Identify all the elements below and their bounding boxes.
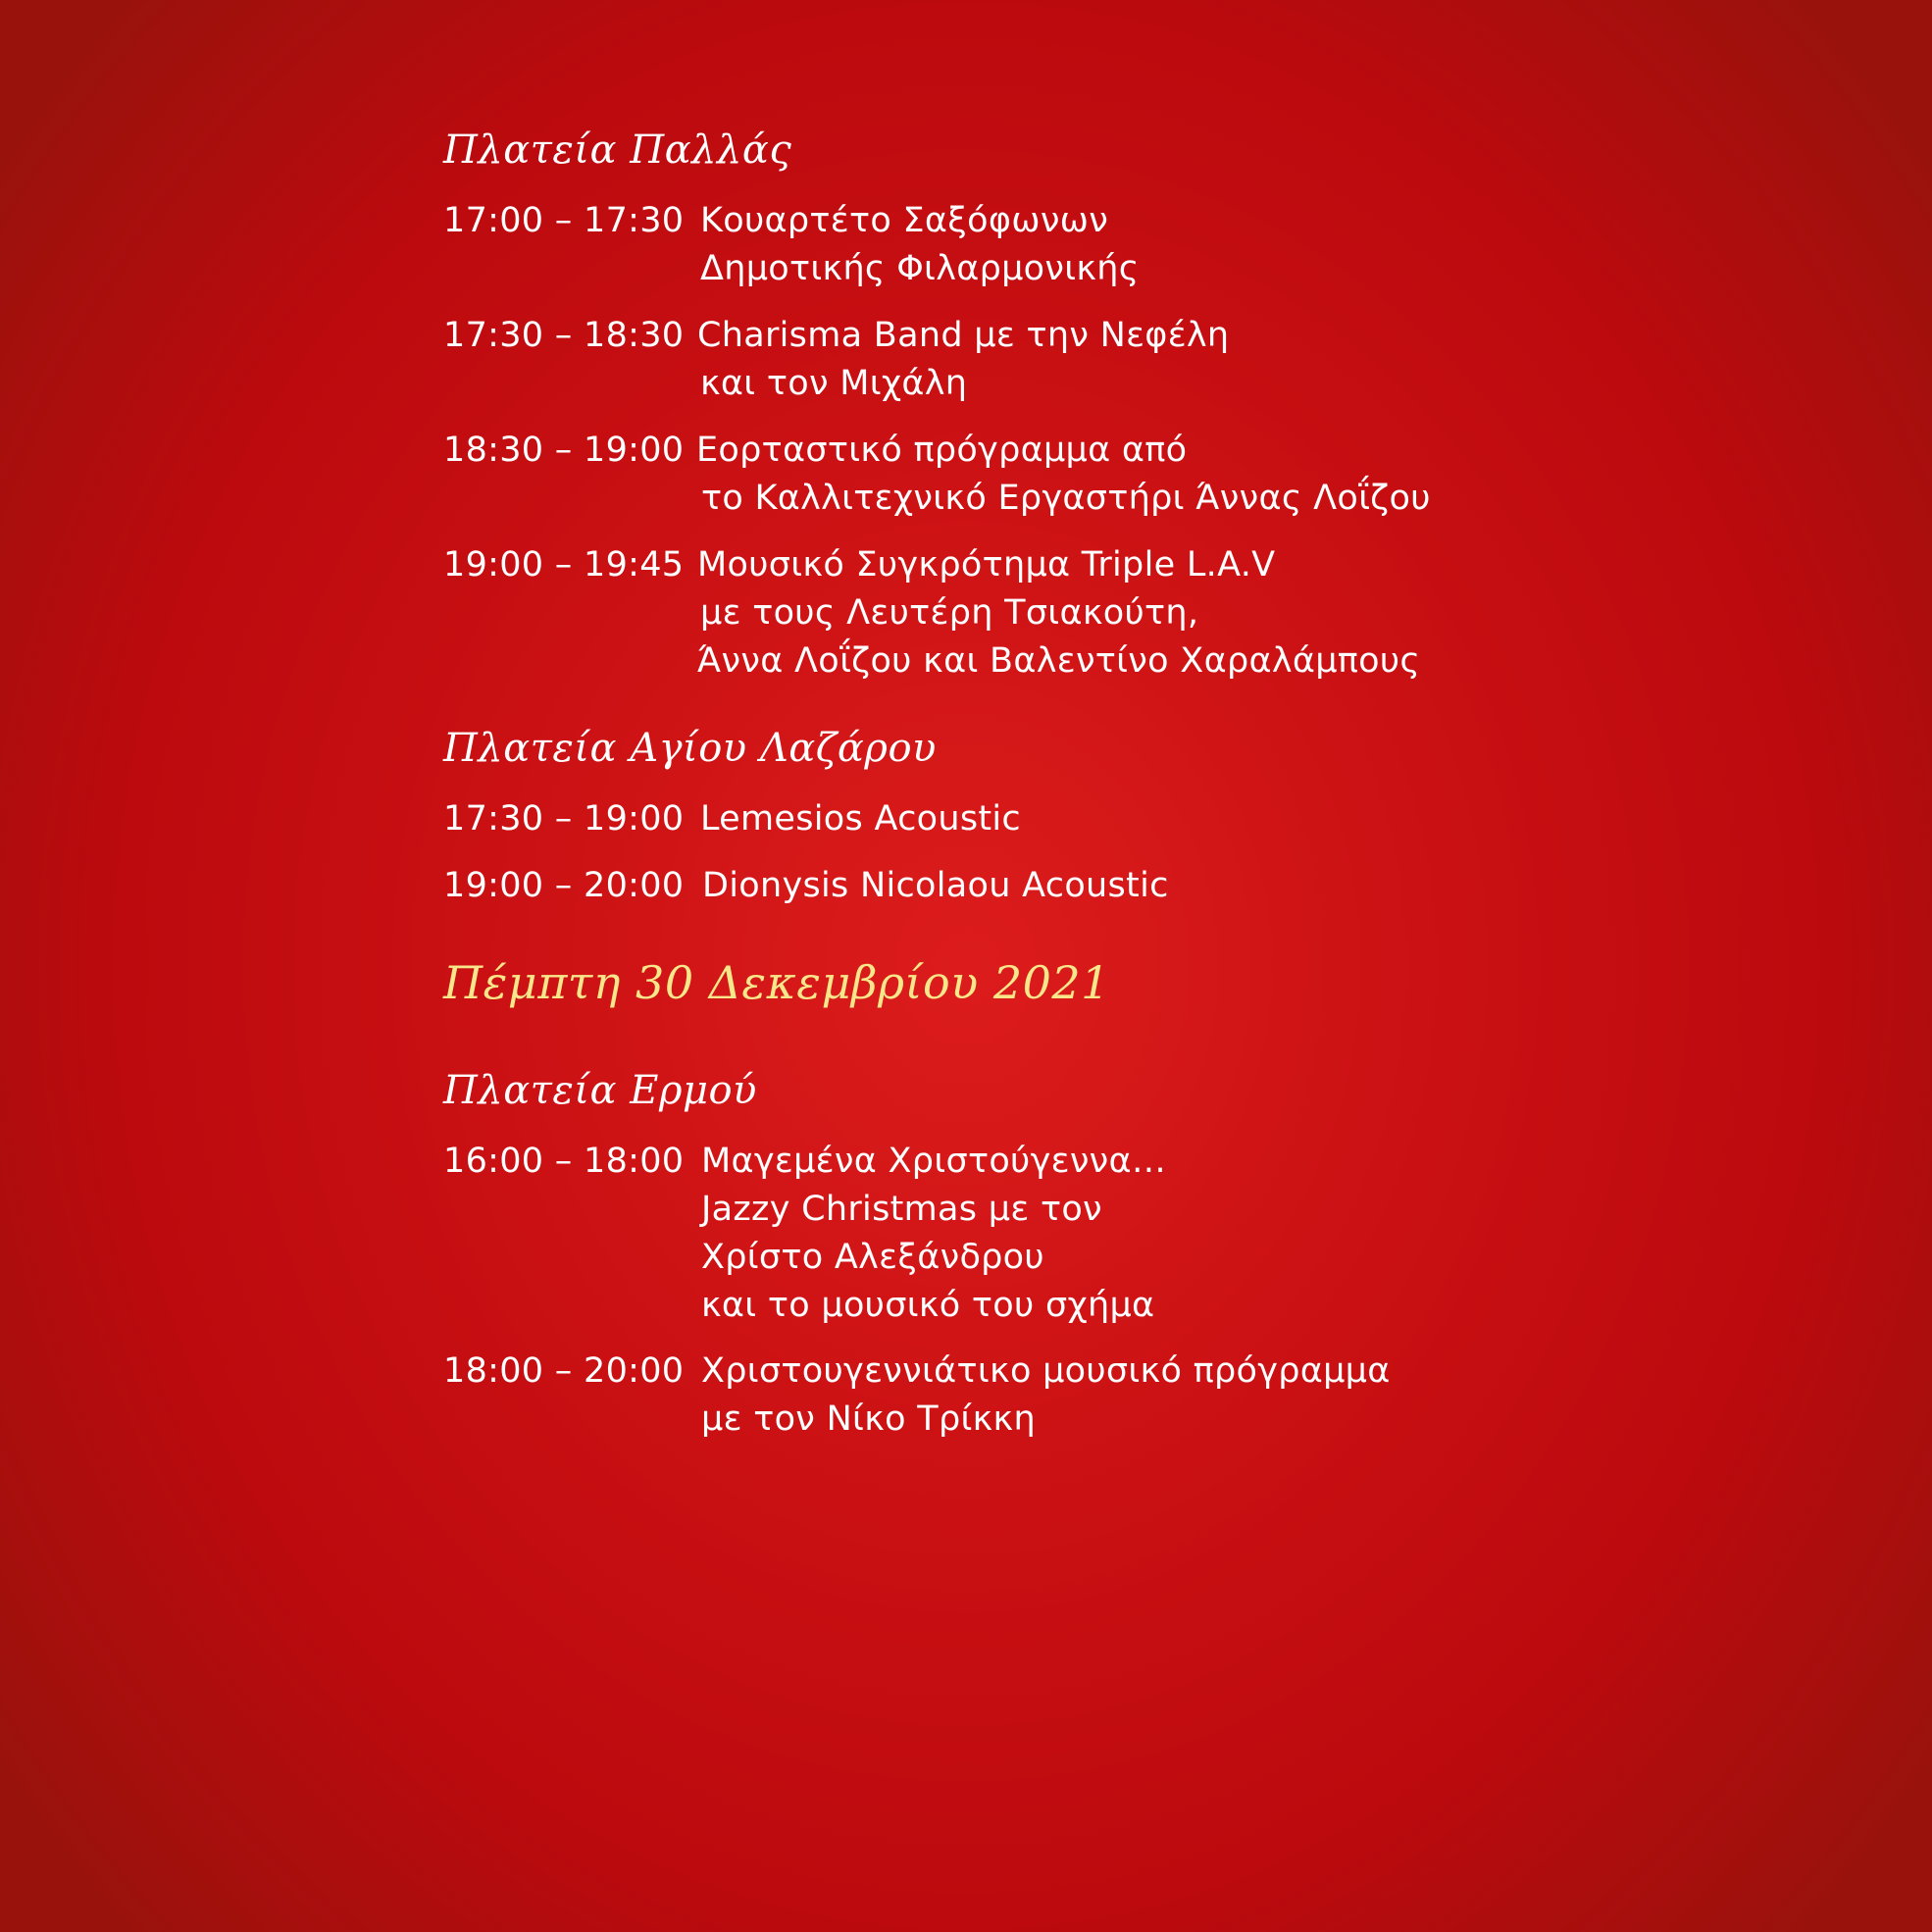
venue-heading-agiou-lazarou: Πλατεία Αγίου Λαζάρου — [443, 726, 937, 771]
event-description — [696, 427, 1431, 523]
event-line: το Καλλιτεχνικό Εργαστήρι Άννας Λοΐζου — [701, 479, 1431, 518]
event-line: Jazzy Christmas με τον — [701, 1190, 1102, 1229]
event-line: με τον Νίκο Τρίκκη — [701, 1399, 1036, 1439]
event-line: Χρίστο Αλεξάνδρου — [701, 1238, 1044, 1277]
event-time: 18:30 – 19:00 — [443, 431, 685, 470]
event-line: και το μουσικό του σχήμα — [701, 1286, 1155, 1325]
event-description — [702, 862, 1169, 910]
event-time: 17:00 – 17:30 — [443, 201, 685, 240]
event-line: Dionysis Nicolaou Acoustic — [702, 866, 1169, 905]
event-time: 19:00 – 20:00 — [443, 866, 685, 905]
event-time: 19:00 – 19:45 — [443, 545, 685, 585]
event-time: 17:30 – 19:00 — [443, 799, 685, 839]
event-line: Μουσικό Συγκρότημα Triple L.A.V — [697, 545, 1276, 585]
event-time: 16:00 – 18:00 — [443, 1142, 685, 1181]
event-description — [701, 1347, 1391, 1444]
event-time: 17:30 – 18:30 — [443, 316, 685, 355]
event-description — [700, 795, 1021, 843]
event-line: Χριστουγεννιάτικο μουσικό πρόγραμμα — [701, 1351, 1391, 1391]
event-line: με τους Λευτέρη Τσιακούτη, — [700, 593, 1199, 633]
event-line: Μαγεμένα Χριστούγεννα… — [701, 1142, 1167, 1181]
event-time: 18:00 – 20:00 — [443, 1351, 685, 1391]
event-line: Charisma Band με την Νεφέλη — [697, 316, 1230, 355]
event-description — [697, 312, 1229, 408]
event-line: Εορταστικό πρόγραμμα από — [696, 431, 1188, 470]
venue-heading-pallas: Πλατεία Παλλάς — [443, 127, 792, 173]
date-heading: Πέμπτη 30 Δεκεμβρίου 2021 — [443, 956, 1110, 1009]
event-line: Δημοτικής Φιλαρμονικής — [700, 249, 1140, 288]
event-line: Lemesios Acoustic — [700, 799, 1021, 839]
event-description — [701, 1138, 1166, 1330]
event-description — [697, 541, 1420, 686]
event-description — [700, 197, 1140, 293]
event-line: Άννα Λοΐζου και Βαλεντίνο Χαραλάμπους — [697, 641, 1421, 681]
event-line: Κουαρτέτο Σαξόφωνων — [700, 201, 1109, 240]
venue-heading-ermou: Πλατεία Ερμού — [443, 1068, 757, 1113]
event-line: και τον Μιχάλη — [700, 364, 968, 403]
